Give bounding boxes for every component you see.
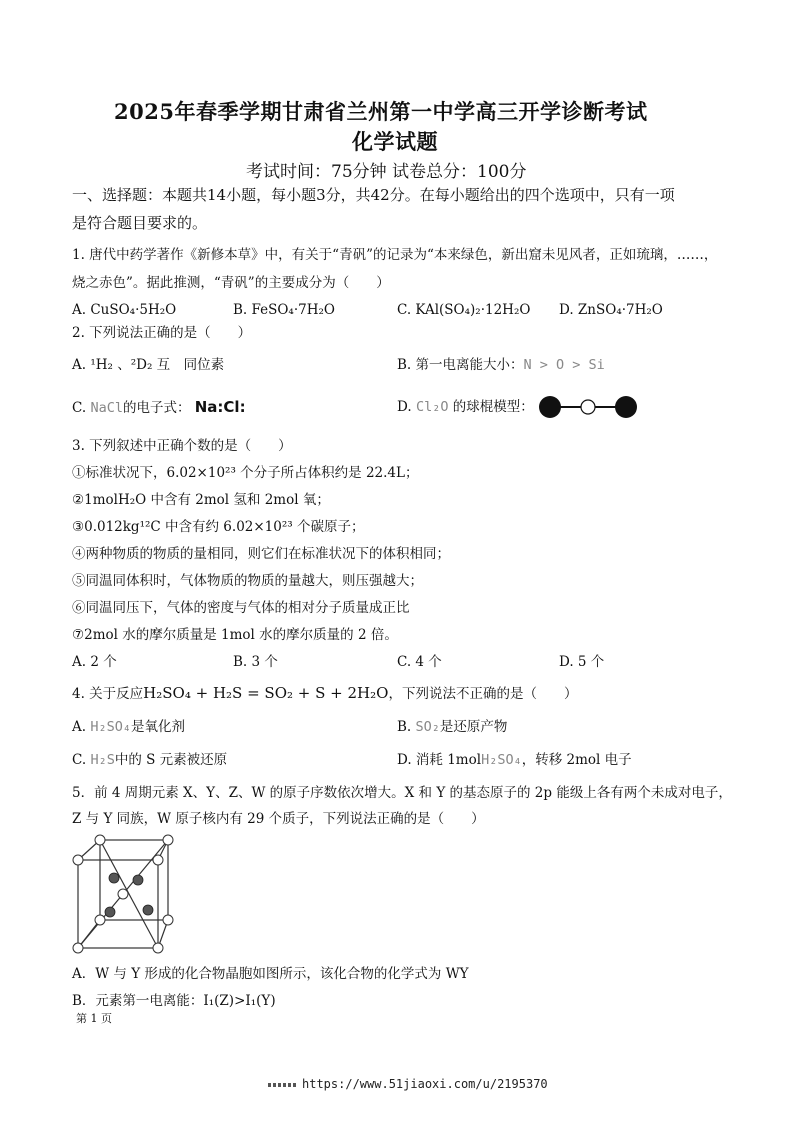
q4-stem bbox=[72, 685, 577, 702]
q2-stem: 2. 下列说法正确的是（ ） bbox=[72, 325, 252, 341]
q2-option-c bbox=[72, 399, 246, 416]
crystal-cell-diagram bbox=[70, 832, 180, 957]
q2-c-label: C. bbox=[72, 400, 91, 416]
q4-b-label: B. bbox=[397, 719, 412, 735]
q2-b-text: B. 第一电离能大小： bbox=[397, 357, 524, 373]
q3-item-6: ⑥同温同压下，气体的密度与气体的相对分子质量成正比 bbox=[72, 600, 410, 616]
q3-item-4: ④两种物质的物质的量相同，则它们在标准状况下的体积相同； bbox=[72, 546, 450, 562]
q2-c-electron-formula: Na:Cl: bbox=[194, 398, 246, 416]
q5-option-b: B．元素第一电离能：I₁(Z)>I₁(Y) bbox=[72, 993, 276, 1009]
q1-option-a: A. CuSO₄·5H₂O bbox=[72, 302, 177, 318]
q5-stem-line2: Z 与 Y 同族，W 原子核内有 29 个质子，下列说法正确的是（ ） bbox=[72, 811, 485, 827]
q2-option-b bbox=[397, 357, 605, 373]
q2-c-text: 的电子式： bbox=[122, 400, 191, 416]
q3-item-3: ③0.012kg¹²C 中含有约 6.02×10²³ 个碳原子； bbox=[72, 519, 365, 535]
atom-cl-right bbox=[615, 396, 637, 418]
atom-cl-left bbox=[539, 396, 561, 418]
q3-option-c: C. 4 个 bbox=[397, 654, 442, 670]
q4-option-c bbox=[72, 752, 227, 768]
atom-o-center bbox=[581, 400, 595, 414]
q4-stem-suffix: ，下列说法不正确的是（ ） bbox=[388, 686, 578, 702]
q1-stem-line2: 烧之赤色”。据此推测，“青矾”的主要成分为（ ） bbox=[72, 275, 390, 291]
q3-item-7: ⑦2mol 水的摩尔质量是 1mol 水的摩尔质量的 2 倍。 bbox=[72, 627, 398, 643]
q1-stem-line1: 1. 唐代中药学著作《新修本草》中，有关于“青矾”的记录为“本来绿色，新出窟未见风者，正如琉璃，……， bbox=[72, 247, 718, 263]
q4-c-text: 中的 S 元素被还原 bbox=[114, 752, 228, 768]
q3-option-b: B. 3 个 bbox=[233, 654, 278, 670]
footer-url-link[interactable]: https://www.51jiaoxi.com/u/2195370 bbox=[302, 1077, 548, 1091]
q4-a-text: 是氧化剂 bbox=[130, 719, 185, 735]
q4-b-text: 是还原产物 bbox=[439, 719, 508, 735]
q4-d-text-post: ，转移 2mol 电子 bbox=[521, 752, 632, 768]
q2-d-text: 的球棍模型： bbox=[452, 399, 534, 415]
q2-a-label: A. bbox=[72, 357, 91, 373]
exam-meta: 考试时间：75分钟 试卷总分：100分 bbox=[246, 162, 527, 182]
q4-c-formula: H₂S bbox=[90, 752, 115, 768]
q2-d-formula: Cl₂O bbox=[415, 399, 449, 415]
q3-item-2: ②1molH₂O 中含有 2mol 氢和 2mol 氧； bbox=[72, 492, 330, 508]
q1-option-b: B. FeSO₄·7H₂O bbox=[233, 302, 335, 318]
q1-option-d: D. ZnSO₄·7H₂O bbox=[559, 302, 663, 318]
q5-option-a: A．W 与 Y 形成的化合物晶胞如图所示，该化合物的化学式为 WY bbox=[72, 966, 469, 982]
exam-title: 2025年春季学期甘肃省兰州第一中学高三开学诊断考试 bbox=[114, 99, 648, 124]
q4-option-a bbox=[72, 719, 185, 735]
q2-c-formula: NaCl bbox=[90, 400, 123, 416]
q4-d-text-pre: D. 消耗 1mol bbox=[397, 752, 482, 768]
q4-b-formula: SO₂ bbox=[415, 719, 440, 735]
section-instructions-line2: 是符合题目要求的。 bbox=[72, 214, 208, 232]
q3-item-5: ⑤同温同体积时，气体物质的物质的量越大，则压强越大； bbox=[72, 573, 423, 589]
q2-option-a bbox=[72, 357, 224, 373]
q2-b-formula: N > O > Si bbox=[523, 357, 605, 373]
q3-option-a: A. 2 个 bbox=[72, 654, 117, 670]
q1-option-c: C. KAl(SO₄)₂·12H₂O bbox=[397, 302, 531, 318]
q4-option-b bbox=[397, 719, 507, 735]
q3-option-d: D. 5 个 bbox=[559, 654, 605, 670]
q2-d-label: D. bbox=[397, 399, 416, 415]
q3-item-1: ①标准状况下，6.02×10²³ 个分子所占体积约是 22.4L； bbox=[72, 465, 419, 481]
section-instructions-line1: 一、选择题：本题共14小题，每小题3分，共42分。在每小题给出的四个选项中，只有一项 bbox=[72, 186, 675, 204]
q4-d-formula: H₂SO₄ bbox=[481, 752, 522, 768]
q5-stem-line1: 5．前 4 周期元素 X、Y、Z、W 的原子序数依次增大。X 和 Y 的基态原子的 2p 能级上各有两个未成对电子， bbox=[72, 785, 732, 801]
watermark-mark bbox=[268, 1083, 296, 1087]
q4-equation: H₂SO₄ + H₂S = SO₂ + S + 2H₂O bbox=[143, 684, 389, 702]
exam-subtitle: 化学试题 bbox=[352, 129, 438, 154]
q2-option-d bbox=[397, 399, 534, 415]
q4-stem-prefix: 4. 关于反应 bbox=[72, 686, 144, 702]
q4-option-d bbox=[397, 752, 632, 768]
ball-stick-model-image bbox=[538, 394, 640, 420]
q2-a-text: ¹H₂ 、²D₂ 互 同位素 bbox=[90, 357, 225, 373]
q3-stem: 3. 下列叙述中正确个数的是（ ） bbox=[72, 438, 292, 454]
q4-a-label: A. bbox=[72, 719, 87, 735]
page-number: 第 1 页 bbox=[76, 1012, 112, 1025]
q4-a-formula: H₂SO₄ bbox=[90, 719, 131, 735]
q4-c-label: C. bbox=[72, 752, 87, 768]
